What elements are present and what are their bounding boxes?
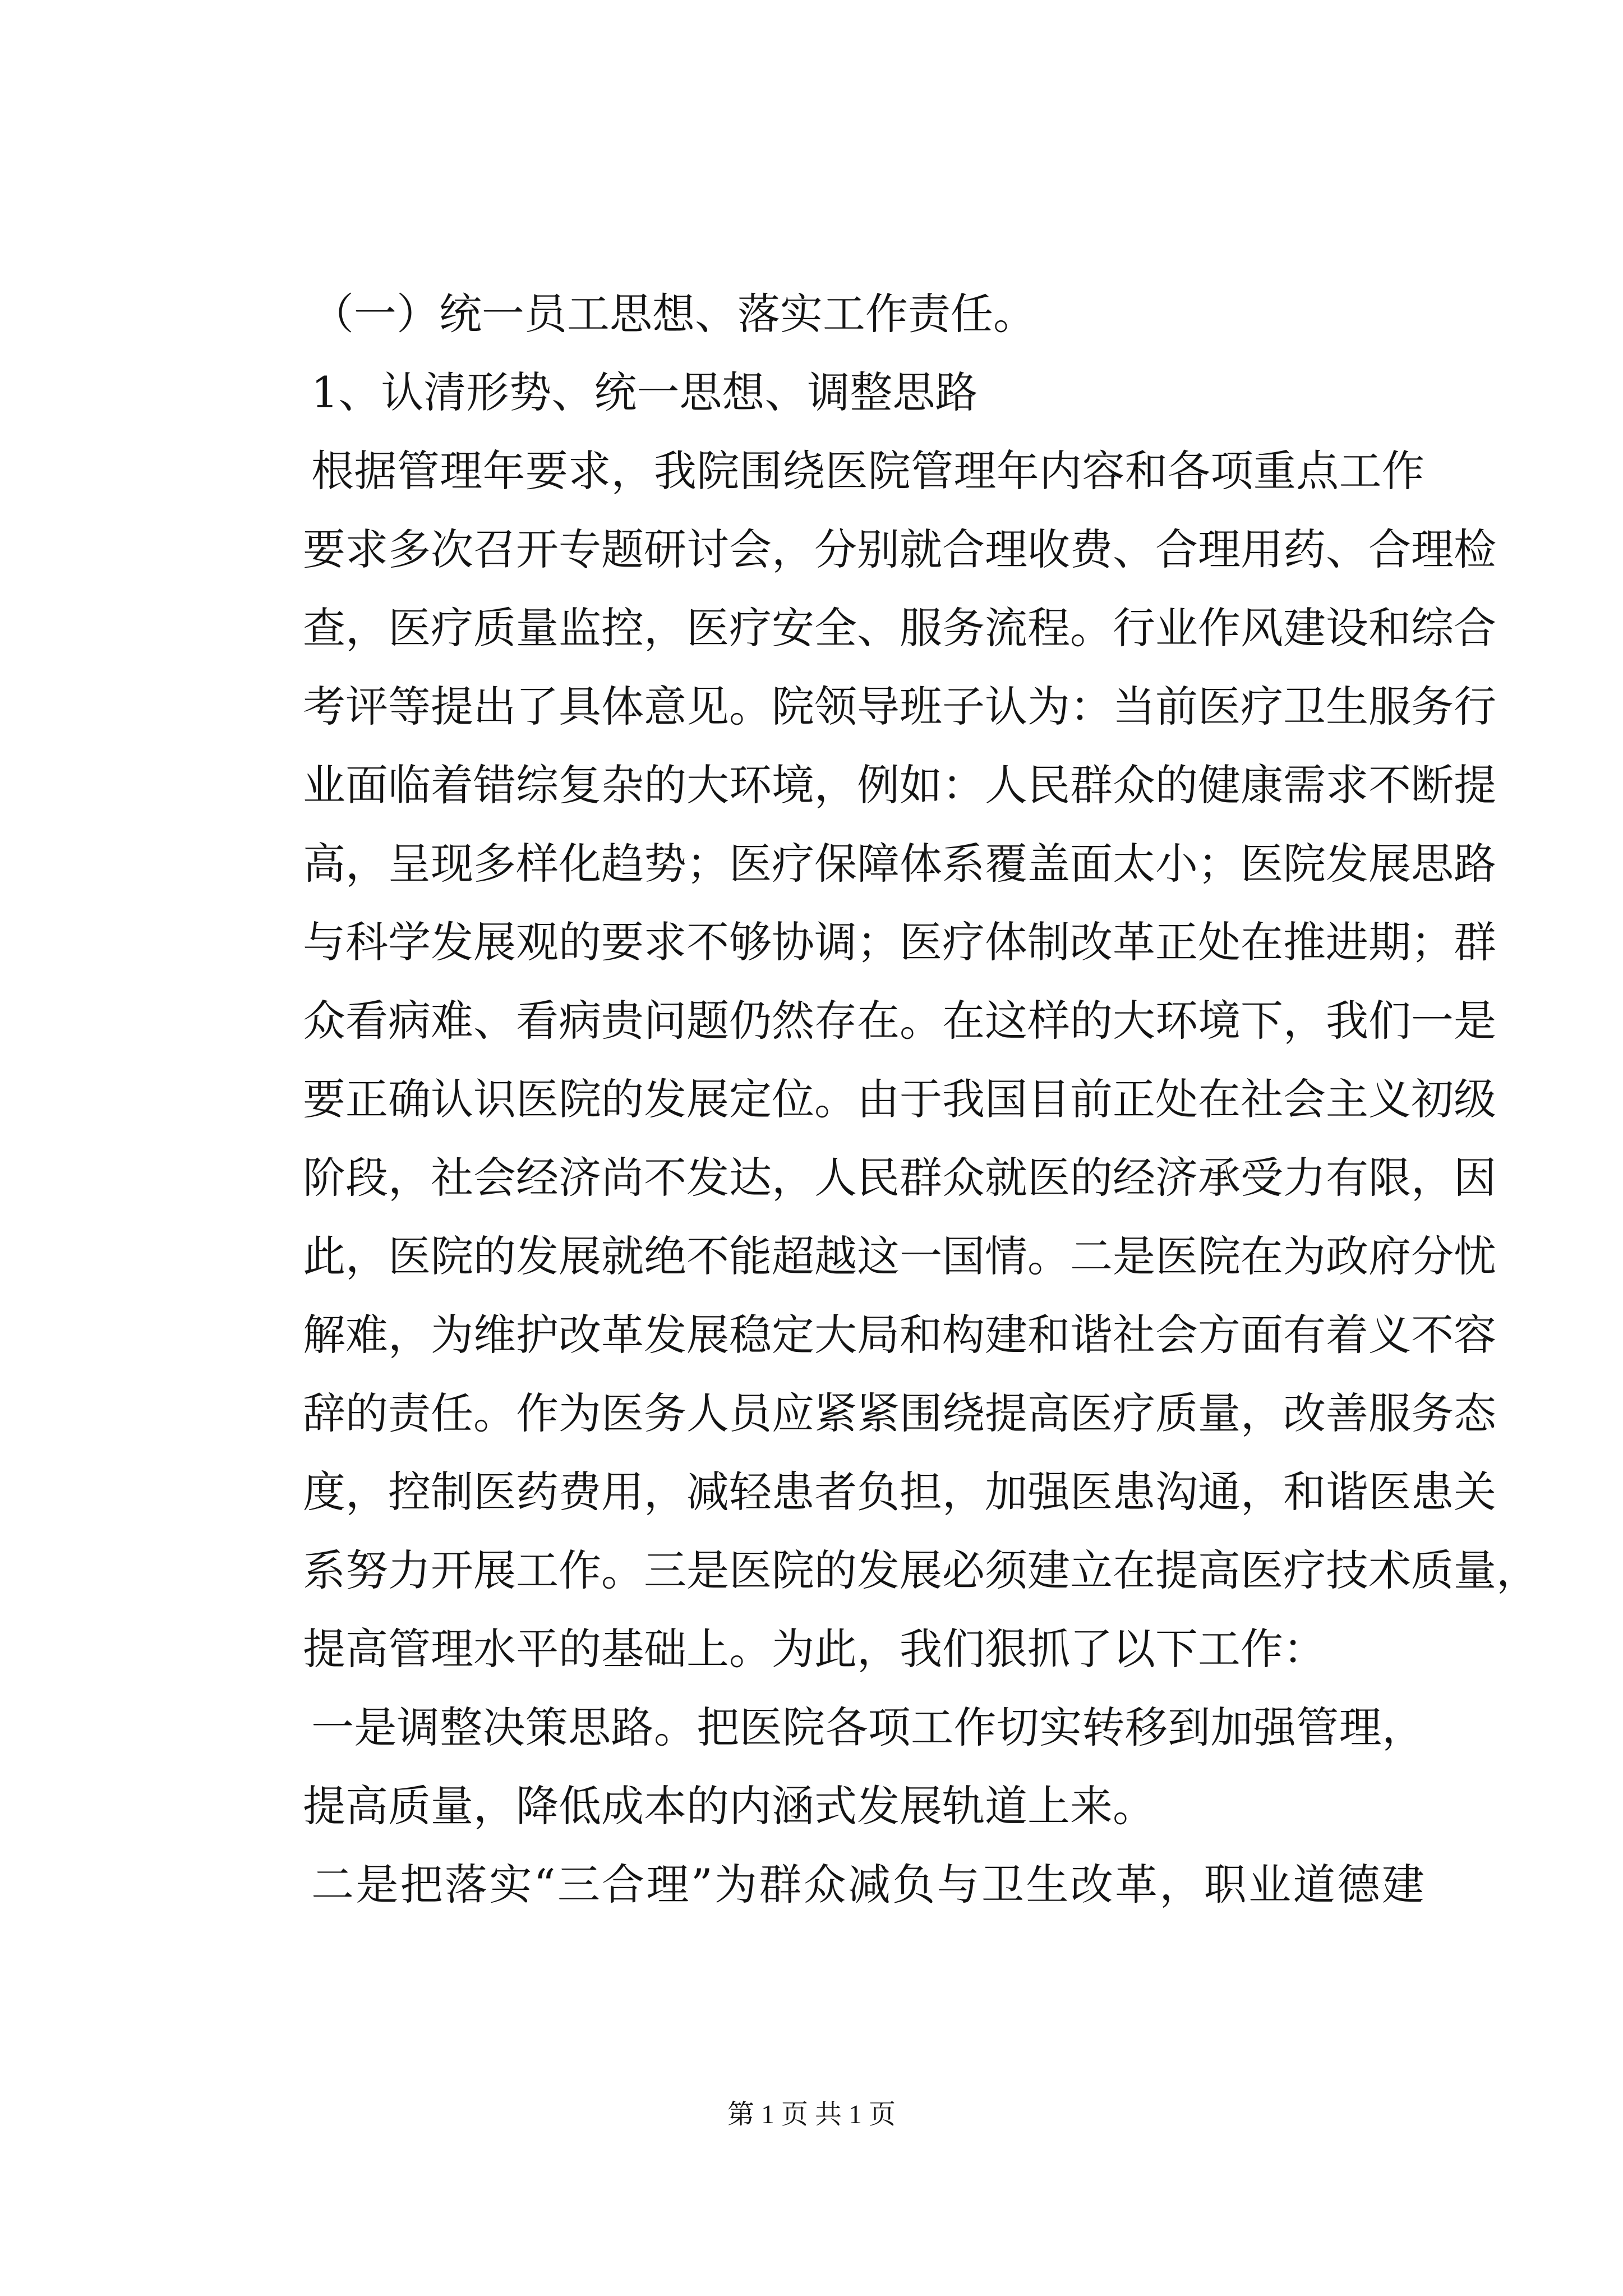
paragraph-line: 此，医院的发展就绝不能超越这一国情。二是医院在为政府分忧 [303, 1231, 1496, 1281]
paragraph-line: 要正确认识医院的发展定位。由于我国目前正处在社会主义初级 [303, 1074, 1496, 1124]
paragraph-line: 辞的责任。作为医务人员应紧紧围绕提高医疗质量，改善服务态 [303, 1388, 1496, 1438]
paragraph-line: 二是把落实“三合理”为群众减负与卫生改革，职业道德建 [311, 1860, 1424, 1910]
document-body [303, 275, 1539, 1924]
paragraph-line: 考评等提出了具体意见。院领导班子认为：当前医疗卫生服务行 [303, 682, 1496, 731]
paragraph-line: 根据管理年要求，我院围绕医院管理年内容和各项重点工作 [311, 446, 1424, 496]
paragraph-line: 要求多次召开专题研讨会，分别就合理收费、合理用药、合理检 [303, 524, 1496, 574]
paragraph-line: 解难，为维护改革发展稳定大局和构建和谐社会方面有着义不容 [303, 1310, 1496, 1360]
section-heading: （一）统一员工思想、落实工作责任。 [311, 289, 1036, 339]
paragraph-line: 一是调整决策思路。把医院各项工作切实转移到加强管理， [311, 1703, 1424, 1752]
paragraph-line: 业面临着错综复杂的大环境，例如：人民群众的健康需求不断提 [303, 760, 1496, 810]
page-footer: 第 1 页 共 1 页 [727, 2100, 896, 2129]
paragraph-line: 提高质量，降低成本的内涵式发展轨道上来。 [303, 1781, 1155, 1831]
paragraph-line: 与科学发展观的要求不够协调；医疗体制改革正处在推进期；群 [303, 917, 1496, 967]
paragraph-line: 系努力开展工作。三是医院的发展必须建立在提高医疗技术质量， [303, 1545, 1539, 1595]
paragraph-line: 提高管理水平的基础上。为此，我们狠抓了以下工作： [303, 1624, 1326, 1674]
paragraph-line: 阶段，社会经济尚不发达，人民群众就医的经济承受力有限，因 [303, 1153, 1496, 1203]
paragraph-line: 查，医疗质量监控，医疗安全、服务流程。行业作风建设和综合 [303, 603, 1496, 653]
paragraph-line: 度，控制医药费用，减轻患者负担，加强医患沟通，和谐医患关 [303, 1467, 1496, 1517]
paragraph-line: 众看病难、看病贵问题仍然存在。在这样的大环境下，我们一是 [303, 996, 1496, 1046]
subsection-heading: 1、认清形势、统一思想、调整思路 [311, 367, 978, 417]
paragraph-line: 高，呈现多样化趋势；医疗保障体系覆盖面太小；医院发展思路 [303, 839, 1496, 889]
